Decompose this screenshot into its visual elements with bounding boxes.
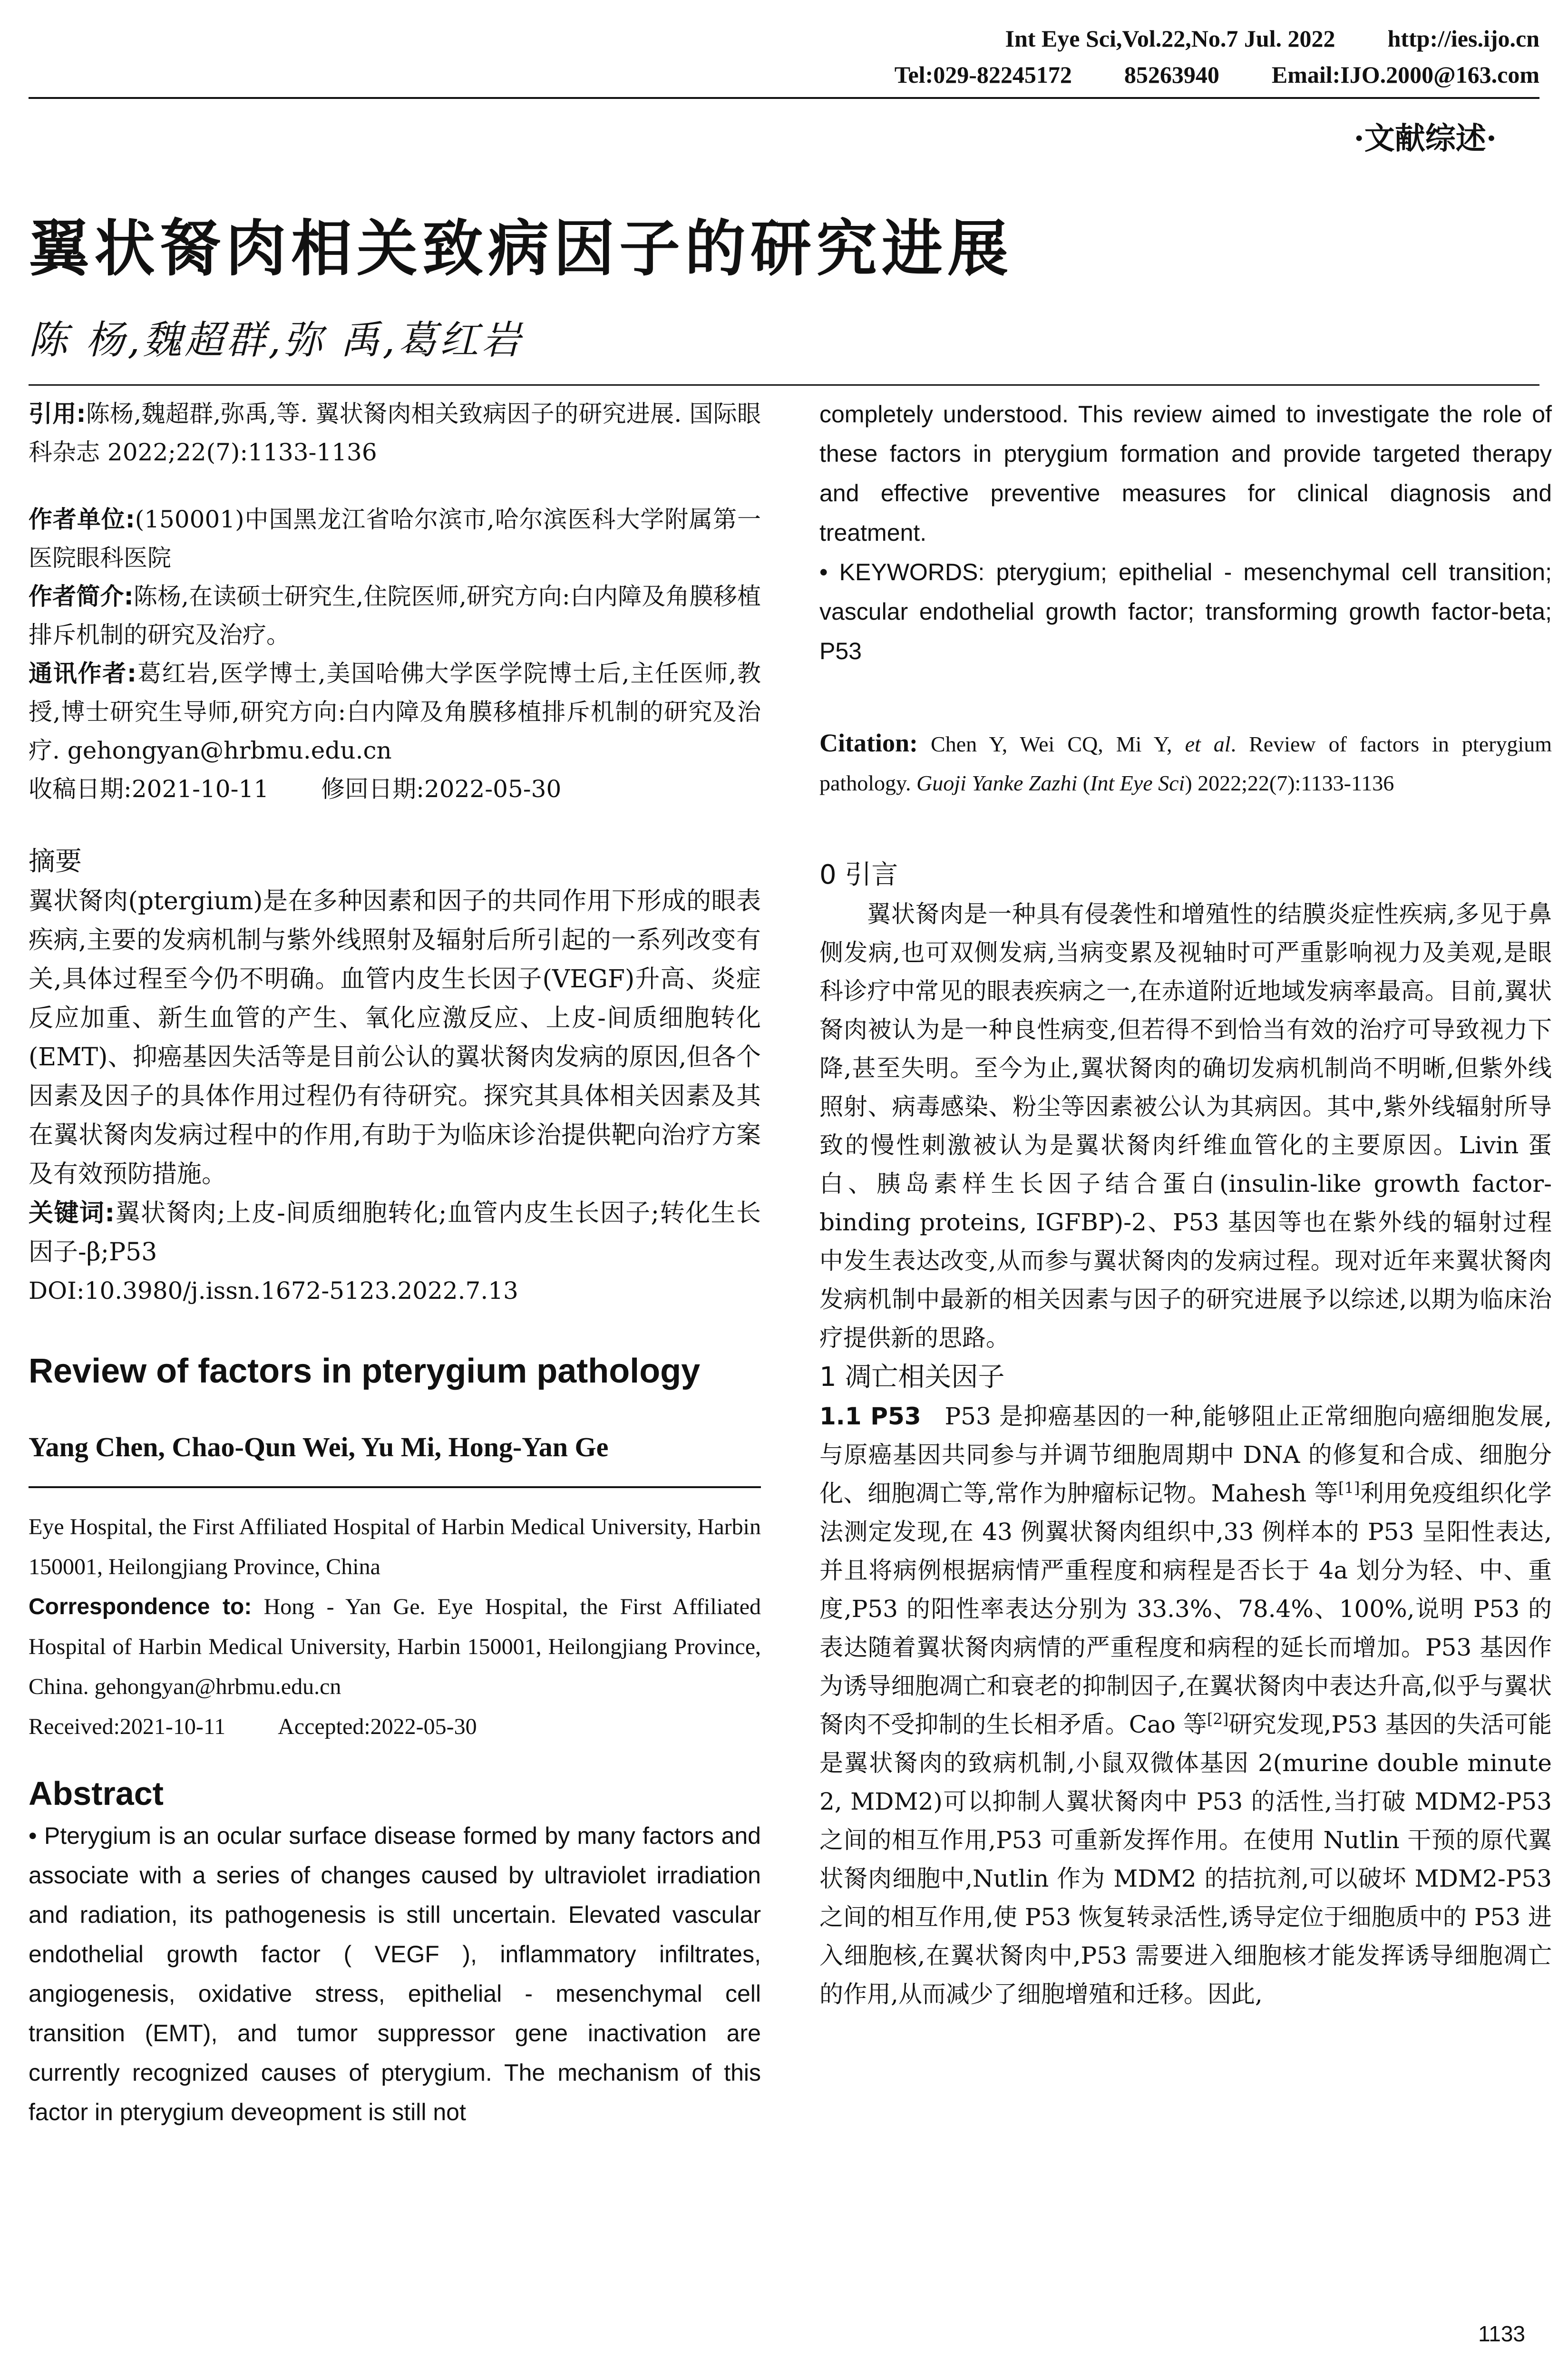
corresponding-author	[29, 654, 761, 770]
bio-label: 作者简介:	[29, 583, 134, 610]
abstract-en: • Pterygium is an ocular surface disease formed by many factors and associate with a series of changes caused by ultraviolet irradiation and radiation, its pathogenesis is still uncertain. Elevated vascular endothelial growth factor ( VEGF ), inflammatory infiltrates, angiogenesis, oxidative stress, epithelial - mesenchymal cell transition (EMT), and tumor suppressor gene inactivation are currently recognized causes of pterygium. The mechanism of this factor in pterygium deveopment is still not	[29, 1822, 761, 2125]
keywords-en: • KEYWORDS: pterygium; epithelial - mesenchymal cell transition; vascular endothelial growth factor; transforming growth factor-beta; P53	[819, 559, 1552, 664]
article-title: 翼状胬肉相关致病因子的研究进展	[29, 214, 1013, 284]
citation-label: 引用:	[29, 400, 86, 428]
en-corr-text: Hong - Yan Ge. Eye Hospital, the First Affiliated Hospital of Harbin Medical University, Harbin 150001, Heilongjiang Province, China. gehongyan@hrbmu.edu.cn	[29, 1594, 761, 1699]
reference-2[interactable]: [2]	[1207, 1710, 1229, 1728]
citation-text: 陈杨,魏超群,弥禹,等. 翼状胬肉相关致病因子的研究进展. 国际眼科杂志 2022;22(7):1133-1136	[29, 400, 761, 466]
english-title: Review of factors in pterygium pathology	[29, 1352, 701, 1390]
p53-paragraph	[819, 1397, 1552, 2014]
english-affiliation: Eye Hospital, the First Affiliated Hospital of Harbin Medical University, Harbin 150001, Heilongjiang Province, China	[29, 1514, 761, 1579]
journal-tel2: 85263940	[1124, 61, 1219, 88]
p53-text-b: 利用免疫组织化学法测定发现,在 43 例翼状胬肉组织中,33 例样本的 P53 呈阳性表达,并且将病例根据病情严重程度和病程是否长于 4a 划分为轻、中、重度,P53 的阳性率表达分别为 33.3%、78.4%、100%,说明 P53 的表达随着翼状胬肉病情的严重程度和病程的延长而增加。P53 基因作为诱导细胞凋亡和衰老的抑制因子,在翼状胬肉中表达升高,似乎与翼状胬肉不受抑制的生长相矛盾。Cao 等	[819, 1480, 1552, 1738]
abstract-heading-en: Abstract	[29, 1775, 164, 1812]
bio-text: 陈杨,在读硕士研究生,住院医师,研究方向:白内障及角膜移植排斥机制的研究及治疗。	[29, 583, 761, 649]
citation-en-paren: (	[1077, 771, 1091, 795]
citation-zh	[29, 395, 761, 472]
english-correspondence	[29, 1587, 761, 1707]
corr-text: 葛红岩,医学博士,美国哈佛大学医学院博士后,主任医师,教授,博士研究生导师,研究方向:白内障及角膜移植排斥机制的研究及治疗. gehongyan@hrbmu.edu.cn	[29, 660, 761, 764]
journal-url[interactable]: http://ies.ijo.cn	[1387, 25, 1539, 52]
keywords-label: 关键词:	[29, 1199, 115, 1227]
keywords-zh	[29, 1194, 761, 1272]
dates-zh	[29, 770, 761, 809]
journal-email: Email:IJO.2000@163.com	[1271, 61, 1539, 88]
page-number: 1133	[1478, 2321, 1525, 2346]
corr-label: 通讯作者:	[29, 660, 137, 687]
citation-en-title: . Review of factors in pterygium pathology.	[819, 732, 1552, 795]
section-tag: ·文献综述·	[1354, 121, 1497, 156]
citation-en-etal: et al	[1185, 732, 1231, 756]
citation-en-authors: Chen Y, Wei CQ, Mi Y,	[931, 732, 1185, 756]
author-bio	[29, 577, 761, 654]
heading-apoptosis-factors: 1 凋亡相关因子	[819, 1362, 1005, 1393]
revised-date: 修回日期:2022-05-30	[321, 775, 562, 803]
citation-en-volume: ) 2022;22(7):1133-1136	[1185, 771, 1394, 795]
introduction-text: 翼状胬肉是一种具有侵袭性和增殖性的结膜炎症性疾病,多见于鼻侧发病,也可双侧发病,当病变累及视轴时可严重影响视力及美观,是眼科诊疗中常见的眼表疾病之一,在赤道附近地域发病率最高。目前,翼状胬肉被认为是一种良性病变,但若得不到恰当有效的治疗可导致视力下降,甚至失明。至今为止,翼状胬肉的确切发病机制尚不明晰,但紫外线照射、病毒感染、粉尘等因素被公认为其病因。其中,紫外线辐射所导致的慢性刺激被认为是翼状胬肉纤维血管化的主要原因。Livin 蛋白、胰岛素样生长因子结合蛋白(insulin-like growth factor-binding proteins, IGFBP)-2、P53 基因等也在紫外线的辐射过程中发生表达改变,从而参与翼状胬肉的发病过程。现对近年来翼状胬肉发病机制中最新的相关因素与因子的研究进展予以综述,以期为临床治疗提供新的思路。	[819, 900, 1552, 1352]
left-column	[29, 395, 761, 2132]
authors-rule	[29, 384, 1539, 386]
en-received: Received:2021-10-11	[29, 1714, 226, 1739]
abstract-heading-zh: 摘要	[29, 846, 82, 877]
journal-tel: Tel:029-82245172	[894, 61, 1072, 88]
citation-en	[819, 723, 1552, 803]
en-corr-label: Correspondence to:	[29, 1594, 252, 1619]
citation-en-label: Citation:	[819, 729, 918, 757]
right-column	[819, 395, 1552, 2014]
reference-1[interactable]: [1]	[1338, 1479, 1360, 1497]
journal-header-line2	[895, 61, 1539, 88]
journal-header-line1	[1005, 25, 1539, 52]
heading-introduction: 0 引言	[819, 859, 898, 890]
doi: DOI:10.3980/j.issn.1672-5123.2022.7.13	[29, 1277, 518, 1305]
abstract-zh: 翼状胬肉(ptergium)是在多种因素和因子的共同作用下形成的眼表疾病,主要的发病机制与紫外线照射及辐射后所引起的一系列改变有关,具体过程至今仍不明确。血管内皮生长因子(VEGF)升高、炎症反应加重、新生血管的产生、氧化应激反应、上皮-间质细胞转化(EMT)、抑癌基因失活等是目前公认的翼状胬肉发病的原因,但各个因素及因子的具体作用过程仍有待研究。探究其具体相关因素及其在翼状胬肉发病过程中的作用,有助于为临床诊治提供靶向治疗方案及有效预防措施。	[29, 887, 761, 1188]
author-unit	[29, 500, 761, 577]
p53-label: 1.1 P53	[819, 1403, 921, 1430]
citation-en-ies: Int Eye Sci	[1090, 771, 1185, 795]
english-authors: Yang Chen, Chao-Qun Wei, Yu Mi, Hong-Yan Ge	[29, 1427, 761, 1488]
citation-en-journal: Guoji Yanke Zazhi	[916, 771, 1078, 795]
abstract-en-continued: completely understood. This review aimed to investigate the role of these factors in pterygium formation and provide targeted therapy and effective preventive measures for clinical diagnosis and treatment.	[819, 401, 1552, 546]
p53-text-a: P53 是抑癌基因的一种,能够阻止正常细胞向癌细胞发展,与原癌基因共同参与并调节细胞周期中 DNA 的修复和合成、细胞分化、细胞凋亡等,常作为肿瘤标记物。Mahesh 等	[819, 1403, 1552, 1507]
english-dates	[29, 1707, 761, 1747]
header-rule	[29, 97, 1539, 99]
unit-label: 作者单位:	[29, 506, 135, 533]
unit-text: (150001)中国黑龙江省哈尔滨市,哈尔滨医科大学附属第一医院眼科医院	[29, 506, 761, 572]
keywords-text: 翼状胬肉;上皮-间质细胞转化;血管内皮生长因子;转化生长因子-β;P53	[29, 1199, 761, 1266]
p53-text-c: 研究发现,P53 基因的失活可能是翼状胬肉的致病机制,小鼠双微体基因 2(murine double minute 2, MDM2)可以抑制人翼状胬肉中 P53 的活性,当打破 MDM2-P53 之间的相互作用,P53 可重新发挥作用。在使用 Nutlin 干预的原代翼状胬肉细胞中,Nutlin 作为 MDM2 的拮抗剂,可以破坏 MDM2-P53 之间的相互作用,使 P53 恢复转录活性,诱导定位于细胞质中的 P53 进入细胞核,在翼状胬肉中,P53 需要进入细胞核才能发挥诱导细胞凋亡的作用,从而减少了细胞增殖和迁移。因此,	[819, 1711, 1552, 2008]
received-date: 收稿日期:2021-10-11	[29, 775, 269, 803]
journal-name: Int Eye Sci,Vol.22,No.7 Jul. 2022	[1005, 25, 1335, 52]
en-accepted: Accepted:2022-05-30	[278, 1714, 477, 1739]
article-authors: 陈 杨,魏超群,弥 禹,葛红岩	[29, 318, 524, 363]
